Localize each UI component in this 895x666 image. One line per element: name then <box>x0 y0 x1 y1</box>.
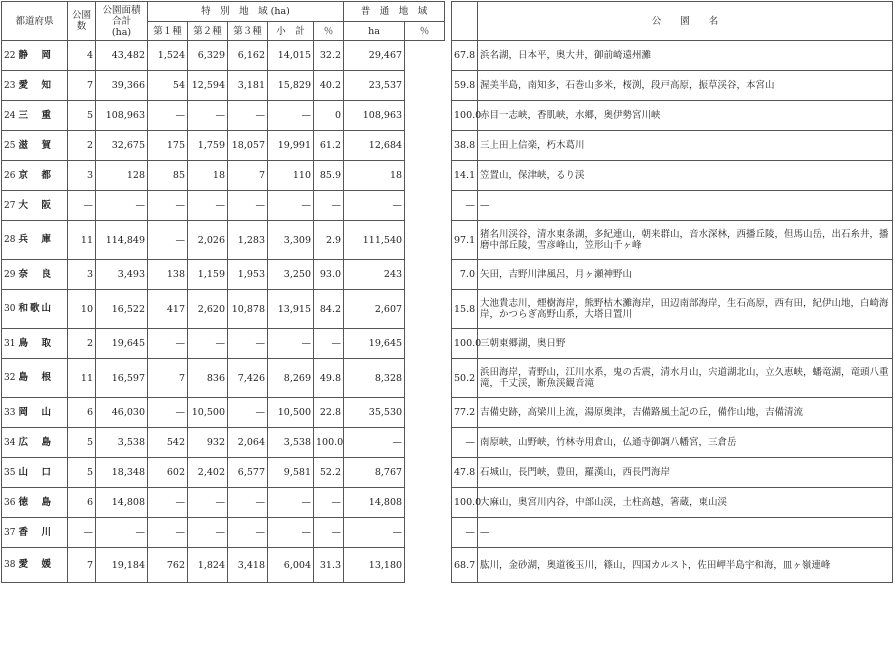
cell-pct: 31.3 <box>314 548 344 583</box>
cell-park-names: 矢田，吉野川津風呂，月ヶ瀬神野山 <box>478 260 893 290</box>
cell-k3: 6,577 <box>228 458 268 488</box>
header-pref: 都道府県 <box>2 2 68 41</box>
cell-ord-pct: 47.8 <box>452 458 478 488</box>
pref-cell <box>2 221 68 260</box>
table-row <box>452 329 893 359</box>
cell-pct: 100.0 <box>314 428 344 458</box>
cell-park-names: 赤目一志峡，香肌峡，水郷，奥伊勢宮川峡 <box>478 101 893 131</box>
cell-k3: — <box>228 518 268 548</box>
pref-cell <box>2 101 68 131</box>
cell-total: 16,597 <box>96 359 148 398</box>
header-ordinary: 普 通 地 域 <box>344 2 445 22</box>
pref-name: 和歌山 <box>18 303 53 314</box>
pref-code: 33 <box>4 407 16 418</box>
pref-cell <box>2 161 68 191</box>
pref-code: 23 <box>4 80 16 91</box>
cell-park-names: 浜田海岸，青野山，江川水系，鬼の舌震，清水月山，宍道湖北山，立久恵峡，蟠竜湖，竜頭八重滝，千丈渓，断魚渓観音滝 <box>478 359 893 398</box>
cell-ord-ha: — <box>344 518 405 548</box>
pref-code: 26 <box>4 170 16 181</box>
cell-k3: 10,878 <box>228 290 268 329</box>
cell-park-names: 吉備史跡，高梁川上流，湯原奥津，吉備路風土記の丘，備作山地，吉備清流 <box>478 398 893 428</box>
header-right-blank <box>452 2 478 41</box>
cell-sub: 10,500 <box>268 398 314 428</box>
cell-sub: 15,829 <box>268 71 314 101</box>
cell-k1: — <box>148 101 188 131</box>
header-kind3: 第３種 <box>228 22 268 41</box>
table-row <box>452 428 893 458</box>
cell-k1: 602 <box>148 458 188 488</box>
table-row <box>452 290 893 329</box>
cell-ord-ha: 12,684 <box>344 131 405 161</box>
cell-park-names: 大麻山，奥宮川内谷，中部山渓，土柱高越，箸蔵，東山渓 <box>478 488 893 518</box>
cell-total: 19,184 <box>96 548 148 583</box>
cell-sub: 13,915 <box>268 290 314 329</box>
pref-cell <box>2 458 68 488</box>
cell-sub: 110 <box>268 161 314 191</box>
header-kind1: 第１種 <box>148 22 188 41</box>
cell-count: 7 <box>68 548 96 583</box>
pref-cell <box>2 131 68 161</box>
pref-name: 広 島 <box>18 436 53 448</box>
cell-park-names: 笠置山，保津峡，るり渓 <box>478 161 893 191</box>
table-row <box>2 359 445 398</box>
cell-ord-ha: 14,808 <box>344 488 405 518</box>
cell-park-names: 三上田上信楽，朽木葛川 <box>478 131 893 161</box>
cell-k3: — <box>228 329 268 359</box>
pref-cell <box>2 260 68 290</box>
cell-ord-ha: 35,530 <box>344 398 405 428</box>
cell-k2: 6,329 <box>188 41 228 71</box>
pref-code: 22 <box>4 50 16 61</box>
cell-k2: 2,620 <box>188 290 228 329</box>
pref-cell <box>2 329 68 359</box>
table-row <box>2 290 445 329</box>
cell-ord-pct: 68.7 <box>452 548 478 583</box>
cell-ord-ha: — <box>344 191 405 221</box>
cell-sub: 3,538 <box>268 428 314 458</box>
header-special: 特 別 地 域 (ha) <box>148 2 344 22</box>
pref-code: 30 <box>4 304 16 314</box>
table-row <box>452 71 893 101</box>
cell-k1: — <box>148 488 188 518</box>
pref-code: 27 <box>4 200 16 211</box>
pref-code: 28 <box>4 235 16 245</box>
cell-total: 43,482 <box>96 41 148 71</box>
cell-ord-ha: 8,328 <box>344 359 405 398</box>
cell-pct: 0 <box>314 101 344 131</box>
header-park-names: 公 園 名 <box>478 2 893 41</box>
pref-code: 35 <box>4 467 16 478</box>
pref-cell <box>2 290 68 329</box>
header-area-unit: (ha) <box>111 26 132 38</box>
cell-k1: — <box>148 221 188 260</box>
pref-code: 29 <box>4 269 16 280</box>
cell-k1: — <box>148 398 188 428</box>
cell-sub: 3,309 <box>268 221 314 260</box>
table-row <box>452 41 893 71</box>
pref-name: 兵 庫 <box>18 234 53 245</box>
cell-ord-pct: 7.0 <box>452 260 478 290</box>
cell-k1: 1,524 <box>148 41 188 71</box>
header-ordinary-ha: ha <box>344 22 405 41</box>
cell-pct: 32.2 <box>314 41 344 71</box>
cell-k1: — <box>148 329 188 359</box>
cell-count: 4 <box>68 41 96 71</box>
cell-sub: — <box>268 329 314 359</box>
table-row <box>2 488 445 518</box>
pref-code: 36 <box>4 497 16 508</box>
table-row <box>2 329 445 359</box>
table-row <box>2 518 445 548</box>
pref-cell <box>2 359 68 398</box>
cell-k2: 2,026 <box>188 221 228 260</box>
cell-k2: — <box>188 329 228 359</box>
cell-k1: 85 <box>148 161 188 191</box>
pref-cell <box>2 41 68 71</box>
cell-total: 3,538 <box>96 428 148 458</box>
pref-name: 大 阪 <box>18 199 53 211</box>
table-row <box>452 131 893 161</box>
table-row <box>452 458 893 488</box>
cell-k2: — <box>188 191 228 221</box>
cell-count: 5 <box>68 101 96 131</box>
cell-sub: 3,250 <box>268 260 314 290</box>
cell-park-names: — <box>478 518 893 548</box>
cell-k3: — <box>228 398 268 428</box>
cell-sub: 8,269 <box>268 359 314 398</box>
cell-park-names: 南原峡，山野峡，竹林寺用倉山，仏通寺御調八幡宮，三倉岳 <box>478 428 893 458</box>
cell-total: 19,645 <box>96 329 148 359</box>
cell-sub: 19,991 <box>268 131 314 161</box>
table-row <box>452 161 893 191</box>
table-row <box>452 548 893 583</box>
cell-ord-pct: 100.0 <box>452 101 478 131</box>
cell-ord-ha: 23,537 <box>344 71 405 101</box>
cell-pct: — <box>314 329 344 359</box>
cell-k2: — <box>188 101 228 131</box>
table-row <box>2 191 445 221</box>
pref-cell <box>2 398 68 428</box>
cell-ord-pct: 50.2 <box>452 359 478 398</box>
cell-k1: — <box>148 518 188 548</box>
cell-count: 10 <box>68 290 96 329</box>
cell-count: 6 <box>68 488 96 518</box>
cell-k3: 7,426 <box>228 359 268 398</box>
cell-park-names: 猪名川渓谷，清水東条湖，多紀連山，朝来群山，音水深林，西播丘陵，但馬山岳，出石糸井，播磨中部丘陵，雪彦峰山，笠形山千ヶ峰 <box>478 221 893 260</box>
cell-ord-pct: 100.0 <box>452 329 478 359</box>
cell-sub: 14,015 <box>268 41 314 71</box>
cell-k1: 762 <box>148 548 188 583</box>
cell-total: 39,366 <box>96 71 148 101</box>
cell-count: 2 <box>68 131 96 161</box>
cell-k2: — <box>188 488 228 518</box>
cell-ord-ha: 29,467 <box>344 41 405 71</box>
pref-name: 山 口 <box>18 466 53 478</box>
cell-pct: 85.9 <box>314 161 344 191</box>
table-row <box>2 101 445 131</box>
cell-total: 18,348 <box>96 458 148 488</box>
cell-count: — <box>68 191 96 221</box>
header-pct: ％ <box>314 22 344 41</box>
pref-name: 鳥 取 <box>18 337 53 349</box>
cell-ord-pct: — <box>452 518 478 548</box>
cell-park-names: 石城山，長門峡，豊田，羅漢山，西長門海岸 <box>478 458 893 488</box>
header-ordinary-pct: ％ <box>405 22 445 41</box>
pref-name: 島 根 <box>18 372 53 383</box>
pref-code: 34 <box>4 437 16 448</box>
pref-name: 奈 良 <box>18 268 53 280</box>
pref-cell <box>2 428 68 458</box>
cell-ord-pct: 97.1 <box>452 221 478 260</box>
cell-total: 3,493 <box>96 260 148 290</box>
table-row <box>452 101 893 131</box>
cell-ord-ha: 2,607 <box>344 290 405 329</box>
table-row <box>452 359 893 398</box>
cell-pct: — <box>314 488 344 518</box>
table-row <box>2 398 445 428</box>
cell-total: 16,522 <box>96 290 148 329</box>
table-row <box>2 458 445 488</box>
cell-k2: 1,759 <box>188 131 228 161</box>
park-names-table <box>451 1 893 583</box>
pref-name: 香 川 <box>18 526 53 538</box>
pref-cell <box>2 518 68 548</box>
cell-ord-pct: — <box>452 428 478 458</box>
cell-ord-ha: — <box>344 428 405 458</box>
pref-cell <box>2 488 68 518</box>
cell-k1: 417 <box>148 290 188 329</box>
table-row <box>2 260 445 290</box>
cell-ord-pct: 77.2 <box>452 398 478 428</box>
cell-ord-pct: 67.8 <box>452 41 478 71</box>
table-row <box>2 131 445 161</box>
cell-ord-pct: 15.8 <box>452 290 478 329</box>
cell-k3: 3,181 <box>228 71 268 101</box>
cell-total: 114,849 <box>96 221 148 260</box>
pref-name: 岡 山 <box>18 406 53 418</box>
table-row <box>452 518 893 548</box>
cell-count: 3 <box>68 161 96 191</box>
pref-code: 38 <box>4 560 16 570</box>
cell-ord-ha: 8,767 <box>344 458 405 488</box>
table-row <box>452 260 893 290</box>
cell-sub: 6,004 <box>268 548 314 583</box>
cell-ord-ha: 108,963 <box>344 101 405 131</box>
cell-k3: 3,418 <box>228 548 268 583</box>
cell-total: 14,808 <box>96 488 148 518</box>
cell-total: — <box>96 191 148 221</box>
cell-park-names: 浜名湖，日本平，奥大井，御前崎遠州灘 <box>478 41 893 71</box>
cell-k1: 138 <box>148 260 188 290</box>
cell-count: 7 <box>68 71 96 101</box>
cell-ord-pct: 14.1 <box>452 161 478 191</box>
cell-ord-ha: 18 <box>344 161 405 191</box>
cell-pct: 61.2 <box>314 131 344 161</box>
cell-count: 11 <box>68 359 96 398</box>
cell-ord-pct: 59.8 <box>452 71 478 101</box>
header-subtotal: 小 計 <box>268 22 314 41</box>
pref-code: 24 <box>4 110 16 121</box>
cell-count: 2 <box>68 329 96 359</box>
cell-pct: 2.9 <box>314 221 344 260</box>
cell-k2: 2,402 <box>188 458 228 488</box>
cell-pct: 93.0 <box>314 260 344 290</box>
cell-count: 5 <box>68 428 96 458</box>
cell-k1: 54 <box>148 71 188 101</box>
table-row <box>452 398 893 428</box>
cell-sub: 9,581 <box>268 458 314 488</box>
cell-k2: 1,824 <box>188 548 228 583</box>
cell-ord-ha: 243 <box>344 260 405 290</box>
header-area-total <box>96 2 148 41</box>
cell-total: 108,963 <box>96 101 148 131</box>
cell-pct: 49.8 <box>314 359 344 398</box>
cell-k2: 10,500 <box>188 398 228 428</box>
pref-name: 三 重 <box>18 109 53 121</box>
cell-pct: 52.2 <box>314 458 344 488</box>
table-row <box>452 488 893 518</box>
cell-k1: 542 <box>148 428 188 458</box>
table-row <box>2 548 445 583</box>
pref-name: 滋 賀 <box>18 139 53 151</box>
cell-k3: 1,953 <box>228 260 268 290</box>
cell-k2: 12,594 <box>188 71 228 101</box>
pref-name: 徳 島 <box>18 496 53 508</box>
pref-code: 25 <box>4 140 16 151</box>
cell-ord-pct: 38.8 <box>452 131 478 161</box>
cell-pct: 40.2 <box>314 71 344 101</box>
pref-name: 静 岡 <box>18 49 53 61</box>
cell-sub: — <box>268 191 314 221</box>
pref-name: 愛 知 <box>18 79 53 91</box>
pref-name: 愛 媛 <box>18 559 53 570</box>
cell-k3: 7 <box>228 161 268 191</box>
pref-code: 37 <box>4 527 16 538</box>
table-row <box>452 191 893 221</box>
cell-k3: — <box>228 488 268 518</box>
pref-cell <box>2 191 68 221</box>
cell-k3: 18,057 <box>228 131 268 161</box>
cell-ord-pct: 100.0 <box>452 488 478 518</box>
cell-count: 5 <box>68 458 96 488</box>
cell-k3: — <box>228 101 268 131</box>
cell-count: — <box>68 518 96 548</box>
table-row <box>2 161 445 191</box>
cell-pct: — <box>314 191 344 221</box>
pref-cell <box>2 548 68 583</box>
cell-k3: 2,064 <box>228 428 268 458</box>
cell-park-names: — <box>478 191 893 221</box>
cell-ord-pct: — <box>452 191 478 221</box>
cell-total: 46,030 <box>96 398 148 428</box>
table-row <box>452 221 893 260</box>
cell-k3: 6,162 <box>228 41 268 71</box>
pref-code: 32 <box>4 373 16 383</box>
cell-sub: — <box>268 518 314 548</box>
cell-ord-ha: 13,180 <box>344 548 405 583</box>
cell-ord-ha: 19,645 <box>344 329 405 359</box>
cell-park-names: 三朝東郷湖，奥日野 <box>478 329 893 359</box>
cell-k2: 1,159 <box>188 260 228 290</box>
cell-k1: 175 <box>148 131 188 161</box>
cell-k3: 1,283 <box>228 221 268 260</box>
cell-pct: 84.2 <box>314 290 344 329</box>
cell-count: 6 <box>68 398 96 428</box>
cell-pct: — <box>314 518 344 548</box>
cell-sub: — <box>268 488 314 518</box>
cell-total: — <box>96 518 148 548</box>
cell-total: 128 <box>96 161 148 191</box>
cell-k2: 836 <box>188 359 228 398</box>
cell-sub: — <box>268 101 314 131</box>
cell-k2: — <box>188 518 228 548</box>
cell-k2: 18 <box>188 161 228 191</box>
cell-k2: 932 <box>188 428 228 458</box>
pref-code: 31 <box>4 338 16 349</box>
cell-park-names: 大池貴志川，煙樹海岸，熊野枯木灘海岸，田辺南部海岸，生石高原，西有田，紀伊山地，白崎海岸，かつらぎ高野山系，大塔日置川 <box>478 290 893 329</box>
cell-park-names: 渥美半島，南知多，石巻山多米，桜渕，段戸高原，振草渓谷，本宮山 <box>478 71 893 101</box>
cell-total: 32,675 <box>96 131 148 161</box>
table-row <box>2 428 445 458</box>
cell-k1: — <box>148 191 188 221</box>
cell-pct: 22.8 <box>314 398 344 428</box>
cell-ord-ha: 111,540 <box>344 221 405 260</box>
pref-cell <box>2 71 68 101</box>
cell-k3: — <box>228 191 268 221</box>
cell-count: 11 <box>68 221 96 260</box>
header-kind2: 第２種 <box>188 22 228 41</box>
table-row <box>2 71 445 101</box>
cell-park-names: 肱川，金砂湖，奥道後玉川，篠山，四国カルスト，佐田岬半島宇和海，皿ヶ嶺連峰 <box>478 548 893 583</box>
cell-count: 3 <box>68 260 96 290</box>
cell-k1: 7 <box>148 359 188 398</box>
table-row <box>2 41 445 71</box>
pref-name: 京 都 <box>18 169 53 181</box>
header-count: 公園数 <box>68 2 96 41</box>
park-area-table <box>1 1 445 583</box>
table-row <box>2 221 445 260</box>
header-area-total-label: 公園面積合計 <box>102 4 141 27</box>
